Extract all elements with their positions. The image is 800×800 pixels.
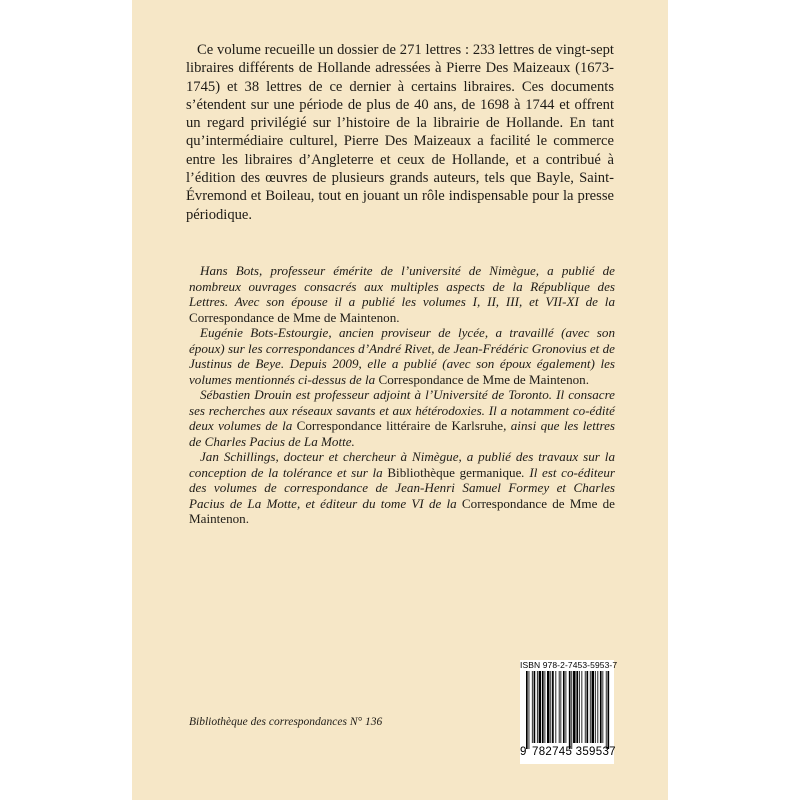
- barcode-bar: [565, 671, 566, 743]
- bio-eugenie-title: Correspondance de Mme de Maintenon: [378, 371, 586, 387]
- barcode-bar: [602, 671, 603, 743]
- barcode-bar: [526, 671, 528, 749]
- bio-eugenie-end: .: [585, 371, 590, 387]
- bio-drouin-end: , ainsi que les lettres de Charles Pacius de La Motte.: [189, 418, 616, 449]
- barcode-bar: [581, 671, 582, 743]
- barcode-bar: [550, 671, 551, 743]
- barcode-bars: [526, 671, 610, 749]
- ean-first-digit: 9: [520, 746, 527, 758]
- barcode-bar: [592, 671, 595, 743]
- bio-hans-bots-title: Correspondance de Mme de Maintenon: [189, 309, 397, 325]
- barcode-bar: [544, 671, 545, 743]
- barcode-bar: [555, 671, 556, 743]
- barcode-bar: [542, 671, 544, 743]
- barcode-bar: [534, 671, 536, 743]
- author-bios: [189, 263, 615, 527]
- summary-paragraph: Ce volume recueille un dossier de 271 lettres : 233 lettres de vingt-sept libraires différents de Hollande adressées à Pierre Des Maizeaux (1673-1745) et 38 lettres de ce dernier à certains libraires. Ces documents s’étendent sur une période de plus de 40 ans, de 1698 à 1744 et offrent un regard privilégié sur l’histoire de la librairie de Hollande. En tant qu’intermédiaire culturel, Pierre Des Maizeaux a facilité le commerce entre les libraires d’Angleterre et ceux de Hollande, et a contribué à l’édition des œuvres de plusieurs grands auteurs, tels que Bayle, Saint-Évremond et Boileau, tout en jouant un rôle indispensable pour la presse périodique.: [186, 42, 614, 223]
- barcode-bar: [529, 671, 530, 749]
- barcode-bar: [571, 671, 572, 749]
- barcode-bar: [590, 671, 591, 743]
- bio-schillings-title2: Correspondance de Mme de Maintenon: [189, 495, 615, 526]
- barcode-bar: [537, 671, 538, 743]
- bio-schillings-middle: . Il est co-éditeur des volumes de correspondance de Jean-Henri Samuel Formey et Charles Pacius de La Motte, et éditeur du tome VI de la: [189, 464, 615, 511]
- barcode-bar: [586, 671, 588, 743]
- barcode-bar: [597, 671, 598, 743]
- bio-eugenie-bots-estourgie: [189, 325, 615, 387]
- bio-eugenie-text: Eugénie Bots-Estourgie, ancien proviseur de lycée, a travaillé (avec son époux) sur les correspondances d’André Rivet, de Jean-Frédéric Gronovius et de Justinus de Beye. Depuis 2009, elle a publié (avec son époux également) les volumes mentionnés ci-dessus de la: [189, 325, 615, 387]
- isbn-barcode: [520, 660, 618, 764]
- bio-jan-schillings: [189, 449, 615, 527]
- book-back-cover: [132, 0, 668, 800]
- barcode-bar: [559, 671, 560, 743]
- barcode-bar: [606, 671, 607, 749]
- barcode-bar: [547, 671, 550, 743]
- bio-schillings-end: .: [245, 511, 250, 526]
- barcode-bar: [595, 671, 596, 743]
- barcode-bar: [607, 671, 609, 749]
- barcode-bar: [585, 671, 586, 743]
- barcode-bar: [560, 671, 561, 743]
- series-label: Bibliothèque des correspondances N° 136: [189, 716, 383, 728]
- barcode-bar: [569, 671, 571, 749]
- barcode-bar: [600, 671, 602, 743]
- bio-drouin-title: Correspondance littéraire de Karlsruhe: [296, 418, 504, 433]
- barcode-bar: [563, 671, 565, 743]
- barcode-bar: [552, 671, 554, 743]
- barcode-bar: [532, 671, 533, 743]
- ean-remaining-digits: 782745 359537: [532, 746, 616, 758]
- barcode-bar: [539, 671, 542, 743]
- barcode-bar: [573, 671, 576, 743]
- bio-schillings-text: Jan Schillings, docteur et chercheur à Nimègue, a publié des travaux sur la conception de la tolérance et sur la: [189, 449, 615, 480]
- bio-hans-bots-end: .: [396, 309, 400, 325]
- barcode-bar: [576, 671, 578, 743]
- bio-hans-bots-text: Hans Bots, professeur émérite de l’université de Nimègue, a publié de nombreux ouvrages consacrés aux multiples aspects de la République des Lettres. Avec son épouse il a publié les volumes I, II, III, et VII-XI de la: [189, 263, 615, 309]
- isbn-label: ISBN 978-2-7453-5953-7: [520, 660, 618, 670]
- barcode-bar: [579, 671, 580, 743]
- bio-sebastien-drouin: [189, 387, 615, 449]
- bio-schillings-title1: Bibliothèque germanique: [387, 464, 522, 480]
- bio-hans-bots: [189, 263, 615, 325]
- bio-drouin-text: Sébastien Drouin est professeur adjoint à l’Université de Toronto. Il consacre ses recherches aux réseaux savants et aux hétérodoxies. Il a notamment co-édité deux volumes de la: [189, 387, 615, 433]
